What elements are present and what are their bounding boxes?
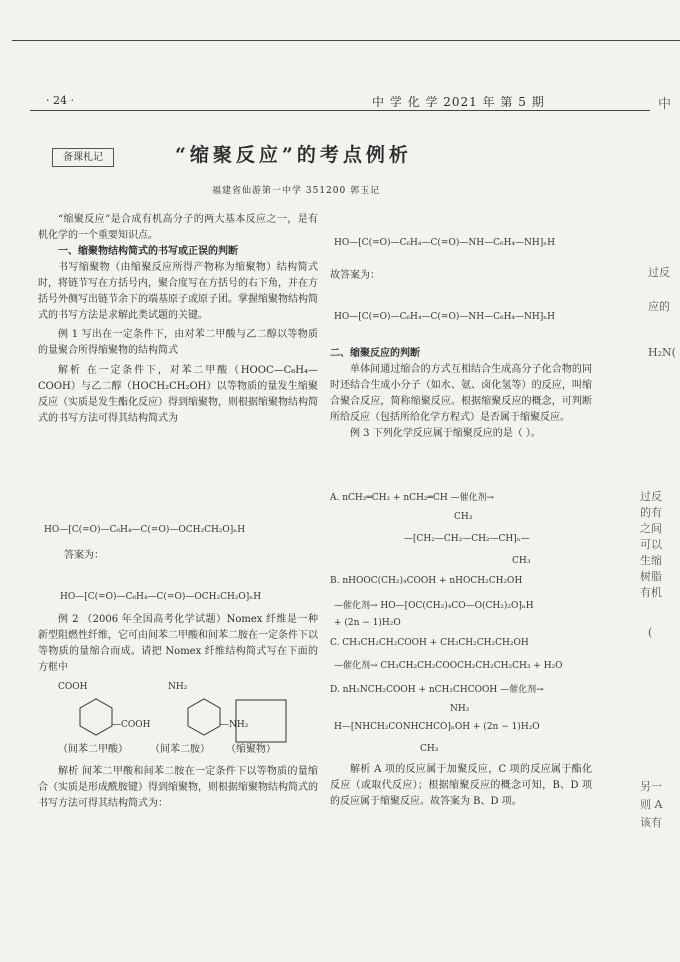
- option-d-ch3: CH₃: [420, 744, 439, 754]
- option-b-product: —催化剂→ HO—[OC(CH₂)₄CO—O(CH₂)₂O]ₙH: [334, 601, 534, 611]
- option-a-product: —[CH₂—CH₂—CH₂—CH]ₙ—: [404, 534, 530, 544]
- option-d-product: H—[NHCH₂CONHCHCO]ₙOH + (2n − 1)H₂O: [334, 722, 540, 732]
- answer-label-1: 答案为：: [64, 550, 104, 561]
- analysis-2-block: [38, 764, 318, 812]
- header-top-rule: [12, 40, 680, 41]
- label-cooh-2: —COOH: [112, 720, 151, 730]
- benzene-ring-2: [188, 699, 220, 735]
- option-c-product: —催化剂→ CH₃CH₂CH₂COOCH₂CH₂CH₂CH₃ + H₂O: [334, 661, 563, 671]
- label-nh2: NH₂: [168, 682, 188, 692]
- edge-line: 过反: [648, 266, 670, 279]
- label-cooh: COOH: [58, 682, 88, 692]
- option-b-water: + (2n − 1)H₂O: [334, 618, 401, 628]
- example-3: 例 3 下列化学反应属于缩聚反应的是（ ）。: [350, 428, 541, 439]
- analysis-2: 解析 间苯二甲酸和间苯二胺在一定条件下以等物质的量缩合（实质是形成酰胺键）得到缩聚物，则根据缩聚物结构简式的书写方法可得其结构简式为：: [38, 766, 318, 809]
- article-title: “缩聚反应”的考点例析: [175, 144, 412, 166]
- example-1: 例 1 写出在一定条件下，由对苯二甲酸与乙二醇以等物质的量聚合所得缩聚物的结构简式: [38, 329, 318, 356]
- edge-line: 可以: [640, 538, 662, 551]
- example-2-block: [38, 612, 318, 676]
- left-column: [38, 212, 318, 427]
- example-2: 例 2 （2006 年全国高考化学试题）Nomex 纤维是一种新型阻燃性纤维，它可由间苯二甲酸和间苯二胺在一定条件下以等物质的量缩合而成。请把 Nomex 纤维结构简式写在下面的方框中: [38, 614, 318, 673]
- edge-line: 过反: [640, 490, 662, 503]
- paragraph-1: 书写缩聚物（由缩聚反应所得产物称为缩聚物）结构简式时，将链节写在方括号内，聚合度写在方括号的右下角，并在方括号外侧写出链节余下的端基原子或原子团。掌握缩聚物结构简式的书写方法是求解此类试题的关键。: [38, 262, 318, 321]
- edge-line: 有机: [640, 586, 662, 599]
- edge-line: 树脂: [640, 570, 662, 583]
- edge-line: 生缩: [640, 554, 662, 567]
- option-a: A. nCH₂═CH₂ + nCH₂═CH —催化剂→: [330, 493, 495, 503]
- edge-line: 之间: [640, 522, 662, 535]
- edge-top-char: 中: [658, 97, 672, 112]
- edge-line: 应的: [648, 300, 670, 313]
- author-line: 福建省仙游第一中学 351200 郭玉记: [212, 186, 381, 196]
- label-nh2-2: —NH₂: [220, 720, 249, 730]
- option-c: C. CH₃CH₂CH₂COOH + CH₃CH₂CH₂CH₂OH: [330, 638, 529, 648]
- header-rule: [30, 110, 650, 111]
- analysis-1: 解析 在一定条件下，对苯二甲酸（HOOC—C₆H₄—COOH）与乙二醇（HOCH₂CH₂OH）以等物质的量发生缩聚反应（实质是发生酯化反应）得到缩聚物，则根据缩聚物结构简式的书写方法可得其结构简式为: [38, 365, 318, 424]
- analysis-3-block: [330, 762, 592, 810]
- edge-line: 则 A: [640, 798, 663, 811]
- right-column: [330, 346, 592, 442]
- analysis-3: 解析 A 项的反应属于加聚反应，C 项的反应属于酯化反应（或取代反应）；根据缩聚反应的概念可知，B、D 项的反应属于缩聚反应。故答案为 B、D 项。: [330, 764, 592, 807]
- edge-line: 该有: [640, 816, 662, 829]
- option-d-nh2: NH₂: [450, 704, 470, 714]
- formula-1: HO—[C(=O)—C₆H₄—C(=O)—OCH₂CH₂O]ₙH: [44, 525, 246, 535]
- journal-header: 中 学 化 学 2021 年 第 5 期: [372, 95, 545, 109]
- formula-3: HO—[C(=O)—C₆H₄—C(=O)—NH—C₆H₄—NH]ₙH: [334, 238, 555, 248]
- edge-line: H₂N(: [648, 346, 676, 359]
- option-b: B. nHOOC(CH₂)₄COOH + nHOCH₂CH₂OH: [330, 576, 523, 586]
- option-a-ch3: CH₃: [454, 512, 473, 522]
- caption-3: （缩聚物）: [226, 744, 276, 755]
- option-d: D. nH₂NCH₂COOH + nCH₃CHCOOH —催化剂→: [330, 685, 544, 695]
- section-badge: 备课札记: [52, 148, 114, 167]
- paragraph-2: 单体间通过缩合的方式互相结合生成高分子化合物的同时还结合生成小分子（如水、氨、卤化氢等）的反应，叫缩合聚合反应，简称缩聚反应。根据缩聚反应的概念，可判断所给反应（包括所给化学方程式）是否属于缩聚反应。: [330, 364, 592, 423]
- page-number: · 24 ·: [46, 94, 74, 107]
- edge-line: 的有: [640, 506, 662, 519]
- answer-label-2: 故答案为：: [330, 270, 380, 281]
- edge-line: 另一: [640, 780, 662, 793]
- option-a-ch3-2: CH₃: [512, 556, 531, 566]
- benzene-ring-1: [80, 699, 112, 735]
- formula-2: HO—[C(=O)—C₆H₄—C(=O)—OCH₂CH₂O]ₙH: [60, 592, 262, 602]
- section-heading-1: 一、缩聚物结构简式的书写或正误的判断: [58, 246, 238, 257]
- caption-1: （间苯二甲酸）: [58, 744, 128, 755]
- section-heading-2: 二、缩聚反应的判断: [330, 348, 420, 359]
- edge-line: (: [648, 626, 653, 639]
- formula-4: HO—[C(=O)—C₆H₄—C(=O)—NH—C₆H₄—NH]ₙH: [334, 312, 555, 322]
- caption-2: （间苯二胺）: [150, 744, 210, 755]
- intro-paragraph: “缩聚反应”是合成有机高分子的两大基本反应之一，是有机化学的一个重要知识点。: [38, 214, 318, 241]
